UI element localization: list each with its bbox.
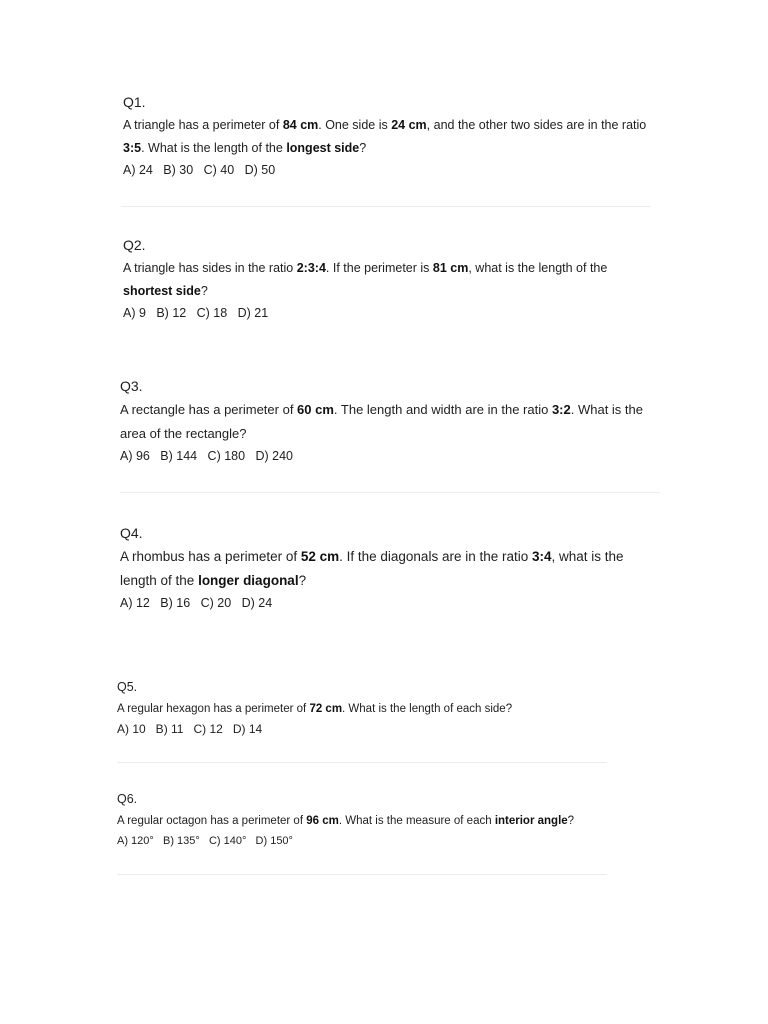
emphasis-text: longest side xyxy=(286,141,360,155)
answer-options: A) 10 B) 11 C) 12 D) 14 xyxy=(117,722,263,736)
answer-options: A) 12 B) 16 C) 20 D) 24 xyxy=(120,596,273,610)
question-label: Q4. xyxy=(120,525,143,541)
question-2 xyxy=(123,235,658,322)
emphasis-text: 60 cm xyxy=(297,402,334,417)
question-1 xyxy=(123,92,658,179)
emphasis-text: 52 cm xyxy=(300,549,340,564)
divider xyxy=(121,206,651,207)
question-text: A regular hexagon has a perimeter of 72 cm. What is the length of each side? xyxy=(117,703,513,715)
divider xyxy=(117,874,607,875)
question-5 xyxy=(117,677,637,738)
emphasis-text: 3:2 xyxy=(551,402,571,417)
emphasis-text: 3:4 xyxy=(532,549,552,564)
emphasis-text: 3:5 xyxy=(123,141,142,155)
question-label: Q2. xyxy=(123,237,146,253)
question-4 xyxy=(120,523,660,612)
emphasis-text: interior angle xyxy=(494,815,568,827)
question-3 xyxy=(120,376,660,465)
question-label: Q5. xyxy=(117,680,138,694)
emphasis-text: 72 cm xyxy=(309,703,343,715)
question-label: Q6. xyxy=(117,792,138,806)
emphasis-text: longer diagonal xyxy=(198,573,299,588)
emphasis-text: 24 cm xyxy=(391,118,427,132)
answer-options: A) 120° B) 135° C) 140° D) 150° xyxy=(117,835,293,847)
answer-options: A) 96 B) 144 C) 180 D) 240 xyxy=(120,449,293,463)
question-6 xyxy=(117,789,637,850)
question-text: A rectangle has a perimeter of 60 cm. The length and width are in the ratio 3:2. What is the area of the rectangle? xyxy=(120,402,643,441)
question-text: A regular octagon has a perimeter of 96 cm. What is the measure of each interior angle? xyxy=(117,815,575,827)
question-label: Q1. xyxy=(123,94,146,110)
question-text: A rhombus has a perimeter of 52 cm. If the diagonals are in the ratio 3:4, what is the length of the longer diagonal? xyxy=(120,549,624,588)
divider xyxy=(120,492,660,493)
answer-options: A) 24 B) 30 C) 40 D) 50 xyxy=(123,163,276,177)
emphasis-text: 2:3:4 xyxy=(296,261,326,275)
question-text: A triangle has sides in the ratio 2:3:4. If the perimeter is 81 cm, what is the length of the shortest side? xyxy=(123,261,608,298)
emphasis-text: shortest side xyxy=(123,284,201,298)
divider xyxy=(117,762,607,763)
question-label: Q3. xyxy=(120,378,143,394)
emphasis-text: 81 cm xyxy=(432,261,469,275)
answer-options: A) 9 B) 12 C) 18 D) 21 xyxy=(123,306,269,320)
emphasis-text: 84 cm xyxy=(282,118,319,132)
question-text: A triangle has a perimeter of 84 cm. One side is 24 cm, and the other two sides are in the ratio 3:5. What is the length of the longest side? xyxy=(123,118,647,155)
emphasis-text: 96 cm xyxy=(306,815,339,827)
